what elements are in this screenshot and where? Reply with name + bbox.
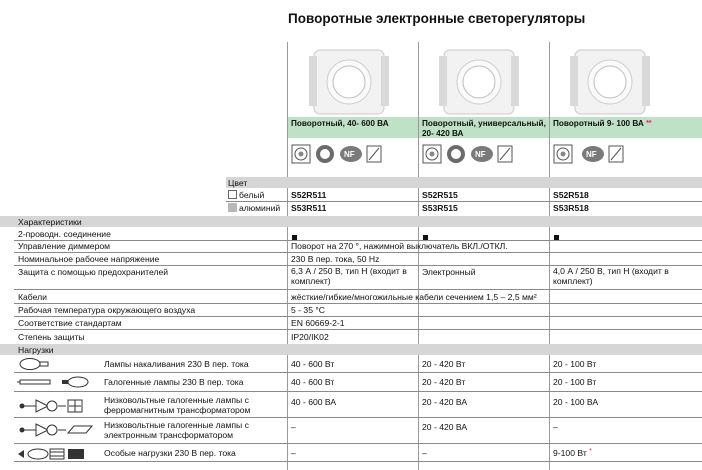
code-white-2: S52R515: [422, 190, 458, 200]
row-divider: [14, 289, 702, 290]
load-label: Низковольтные галогенные лампы с электронным трансформатором: [104, 420, 249, 440]
footnote-mark: **: [646, 120, 652, 127]
load-value: 20 - 100 Вт: [553, 377, 597, 387]
color-alu-label: алюминий: [228, 203, 280, 213]
electronic-transformer-lamp-icon: [16, 421, 96, 439]
row-value: Электронный: [422, 267, 476, 277]
load-label: Лампы накаливания 230 В пер. тока: [104, 359, 249, 369]
row-label: Рабочая температура окружающего воздуха: [18, 305, 196, 315]
row-divider: [14, 252, 702, 253]
column-divider: [287, 42, 288, 470]
row-value: IP20/IK02: [291, 332, 329, 342]
page-title: Поворотные электронные светорегуляторы: [288, 11, 586, 26]
load-value: 9-100 Вт *: [553, 448, 592, 458]
aluminium-swatch-icon: [228, 203, 237, 212]
dimmer-product-image: [300, 46, 400, 116]
load-value: 40 - 600 ВА: [291, 397, 337, 407]
row-label: Кабели: [18, 292, 47, 302]
row-divider: [14, 417, 702, 418]
load-value: 40 - 600 Вт: [291, 377, 335, 387]
ferromagnetic-transformer-lamp-icon: [16, 397, 96, 415]
column-divider: [418, 42, 419, 470]
dimmer-product-image: [561, 46, 661, 116]
load-value: 20 - 420 ВА: [422, 397, 468, 407]
row-label: Защита с помощью предохранителей: [18, 267, 169, 277]
load-value: 20 - 420 Вт: [422, 359, 466, 369]
certification-icons: [422, 143, 532, 165]
product-header-3: Поворотный 9- 100 ВА **: [550, 117, 702, 138]
white-swatch-icon: [228, 190, 237, 199]
certification-icons: [553, 143, 643, 165]
row-value: 5 - 35 °C: [291, 305, 326, 315]
code-alu-1: S53R511: [291, 203, 327, 213]
row-value: жёсткие/гибкие/многожильные кабели сечением 1,5 – 2,5 мм²: [291, 292, 537, 302]
color-white-label: белый: [228, 190, 264, 200]
load-value: –: [291, 448, 296, 458]
row-label: Соответствие стандартам: [18, 318, 122, 328]
row-value: 6,3 А / 250 В, тип Н (входит в комплект): [291, 266, 407, 286]
product-header-1: Поворотный, 40- 600 ВА: [288, 117, 418, 138]
row-divider: [14, 461, 702, 462]
svg-text:NF: NF: [344, 150, 355, 159]
load-value: –: [553, 422, 558, 432]
load-value: 20 - 420 ВА: [422, 422, 468, 432]
row-label: Номинальное рабочее напряжение: [18, 254, 160, 264]
halogen-lamp-icon: [16, 375, 96, 389]
footnote-mark: *: [589, 448, 592, 455]
load-value: 40 - 600 Вт: [291, 359, 335, 369]
color-header-band: [226, 177, 702, 188]
code-alu-2: S53R515: [422, 203, 458, 213]
row-divider: [14, 316, 702, 317]
row-divider: [14, 372, 702, 373]
row-divider: [14, 329, 702, 330]
code-alu-3: S53R518: [553, 203, 589, 213]
load-label: Галогенные лампы 230 В пер. тока: [104, 377, 244, 387]
row-divider: [226, 201, 702, 202]
dimmer-product-image: [430, 46, 530, 116]
load-label: Низковольтные галогенные лампы с ферромагнитным трансформатором: [104, 395, 251, 415]
column-divider: [549, 42, 550, 470]
load-value: –: [291, 422, 296, 432]
loads-band: [0, 344, 702, 355]
load-value: –: [422, 448, 427, 458]
load-label: Особые нагрузки 230 В пер. тока: [104, 448, 236, 458]
code-white-1: S52R511: [291, 190, 327, 200]
section-characteristics: Характеристики: [18, 217, 82, 227]
color-label: Цвет: [228, 178, 248, 188]
row-divider: [14, 443, 702, 444]
incandescent-lamp-icon: [16, 357, 66, 371]
load-value: 20 - 420 Вт: [422, 377, 466, 387]
row-divider: [14, 391, 702, 392]
row-value: EN 60669-2-1: [291, 318, 345, 328]
row-label: Степень защиты: [18, 332, 85, 342]
characteristics-band: [0, 216, 702, 227]
row-value: 230 В пер. тока, 50 Hz: [291, 254, 380, 264]
load-value: 20 - 100 Вт: [553, 359, 597, 369]
row-label: Управление диммером: [18, 241, 111, 251]
section-loads: Нагрузки: [18, 345, 54, 355]
row-divider: [14, 303, 702, 304]
special-load-lamp-icon: [16, 446, 96, 462]
load-value: 20 - 100 ВА: [553, 397, 599, 407]
row-value: 4,0 А / 250 В, тип Н (входит в комплект): [553, 266, 669, 286]
svg-text:NF: NF: [475, 150, 486, 159]
product-header-2: Поворотный, универсальный, 20- 420 ВА: [419, 117, 549, 138]
code-white-3: S52R518: [553, 190, 589, 200]
svg-text:NF: NF: [586, 150, 597, 159]
row-label: 2-проводн. соединение: [18, 229, 111, 239]
certification-icons: [291, 143, 401, 165]
row-value: Поворот на 270 °, нажимной выключатель ВКЛ./ОТКЛ.: [291, 241, 508, 251]
